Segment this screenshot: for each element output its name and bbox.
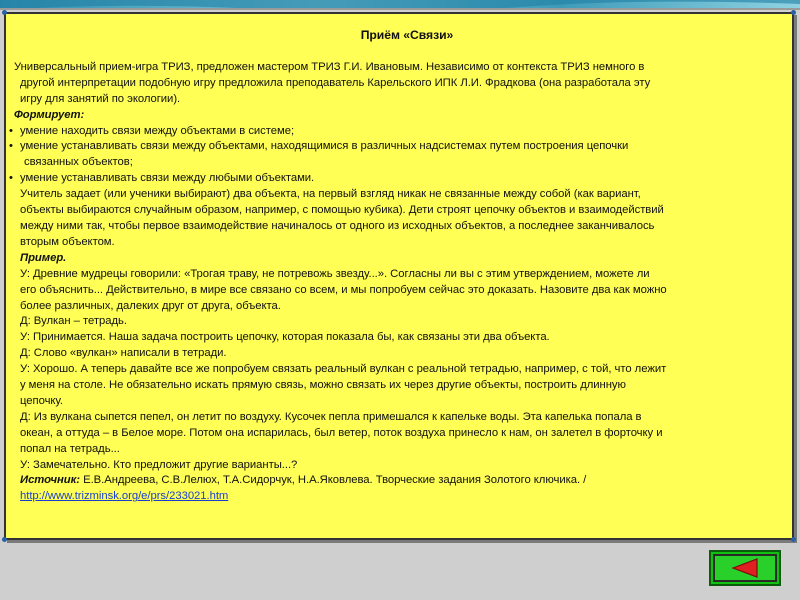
source-line	[12, 473, 782, 489]
source-link-line	[12, 489, 782, 505]
intro-line: игру для занятий по экологии).	[20, 92, 181, 105]
back-button[interactable]	[709, 550, 781, 586]
method-line: вторым объектом.	[20, 235, 115, 248]
list-item	[12, 124, 782, 140]
bullet-text: умение устанавливать связи между объектами, находящимися в различных надсистемах путем построения цепочки	[20, 140, 629, 153]
corner-dot-icon	[2, 537, 7, 542]
dialogue-line: его объяснить... Действительно, в мире все связано со всем, и мы попробуем сейчас это доказать. Назовите два как можно	[20, 283, 667, 296]
intro-line: другой интерпретации подобную игру предложила преподаватель Карельского ИПК Л.И. Фрадкова (она разработала эту	[20, 76, 651, 89]
slide-title: Приём «Связи»	[360, 28, 454, 42]
source-label: Источник:	[20, 474, 80, 487]
list-item	[12, 139, 782, 171]
back-button-inner	[713, 554, 777, 582]
dialogue-line: более различных, далеких друг от друга, объекта.	[20, 299, 281, 312]
dialogue	[12, 267, 782, 474]
dialogue-line: У: Древние мудрецы говорили: «Трогая траву, не потревожь звезду...». Согласны ли вы с этим утверждением, можете ли	[20, 267, 650, 280]
slide-content	[12, 28, 782, 505]
intro-paragraph	[12, 60, 782, 108]
method-line: Учитель задает (или ученики выбирают) два объекта, на первый взгляд никак не связанные между собой (как вариант,	[20, 188, 641, 201]
dialogue-line: у меня на столе. Не обязательно искать прямую связь, можно связать их через другие объекты, построить длинную	[20, 379, 626, 392]
dialogue-line: цепочку.	[20, 394, 63, 407]
example-heading: Пример.	[20, 251, 67, 264]
method-line: объекты выбираются случайным образом, например, с помощью кубика). Дети строят цепочку объектов и взаимодействий	[20, 204, 664, 217]
source-link[interactable]: http://www.trizminsk.org/e/prs/233021.htm	[20, 490, 229, 503]
dialogue-line: океан, а оттуда – в Белое море. Потом она испарилась, был ветер, поток воздуха принесло к нам, он залетел в форточку и	[20, 426, 663, 439]
corner-dot-icon	[791, 537, 796, 542]
method-paragraph	[12, 187, 782, 251]
dialogue-line: У: Замечательно. Кто предложит другие варианты...?	[20, 458, 298, 471]
dialogue-line: Д: Вулкан – тетрадь.	[20, 315, 127, 328]
source-text: Е.В.Андреева, С.В.Лелюх, Т.А.Сидорчук, Н.А.Яковлева. Творческие задания Золотого ключика. /	[80, 474, 587, 487]
corner-dot-icon	[2, 10, 7, 15]
dialogue-line: Д: Слово «вулкан» написали в тетради.	[20, 347, 227, 360]
dialogue-line: Д: Из вулкана сыпется пепел, он летит по воздуху. Кусочек пепла примешался к капельке воды. Эта капелька попала в	[20, 410, 642, 423]
intro-line: Универсальный прием-игра ТРИЗ, предложен мастером ТРИЗ Г.И. Ивановым. Независимо от контекста ТРИЗ немного в	[14, 60, 645, 73]
bullet-text: умение устанавливать связи между любыми объектами.	[20, 172, 315, 185]
bullet-text: связанных объектов;	[24, 156, 133, 169]
bullet-text: умение находить связи между объектами в системе;	[20, 124, 295, 137]
dialogue-line: У: Принимается. Наша задача построить цепочку, которая показала бы, как связаны эти два объекта.	[20, 331, 550, 344]
dialogue-line: попал на тетрадь...	[20, 442, 120, 455]
triangle-left-icon	[730, 557, 760, 579]
dialogue-line: У: Хорошо. А теперь давайте все же попробуем связать реальный вулкан с реальной тетрадью, например, с той, что лежит	[20, 363, 667, 376]
method-line: между ними так, чтобы первое взаимодействие начиналось от одного из исходных объектов, а последнее заканчивалось	[20, 219, 655, 232]
list-item	[12, 171, 782, 187]
forms-heading: Формирует:	[14, 108, 85, 121]
corner-dot-icon	[791, 10, 796, 15]
